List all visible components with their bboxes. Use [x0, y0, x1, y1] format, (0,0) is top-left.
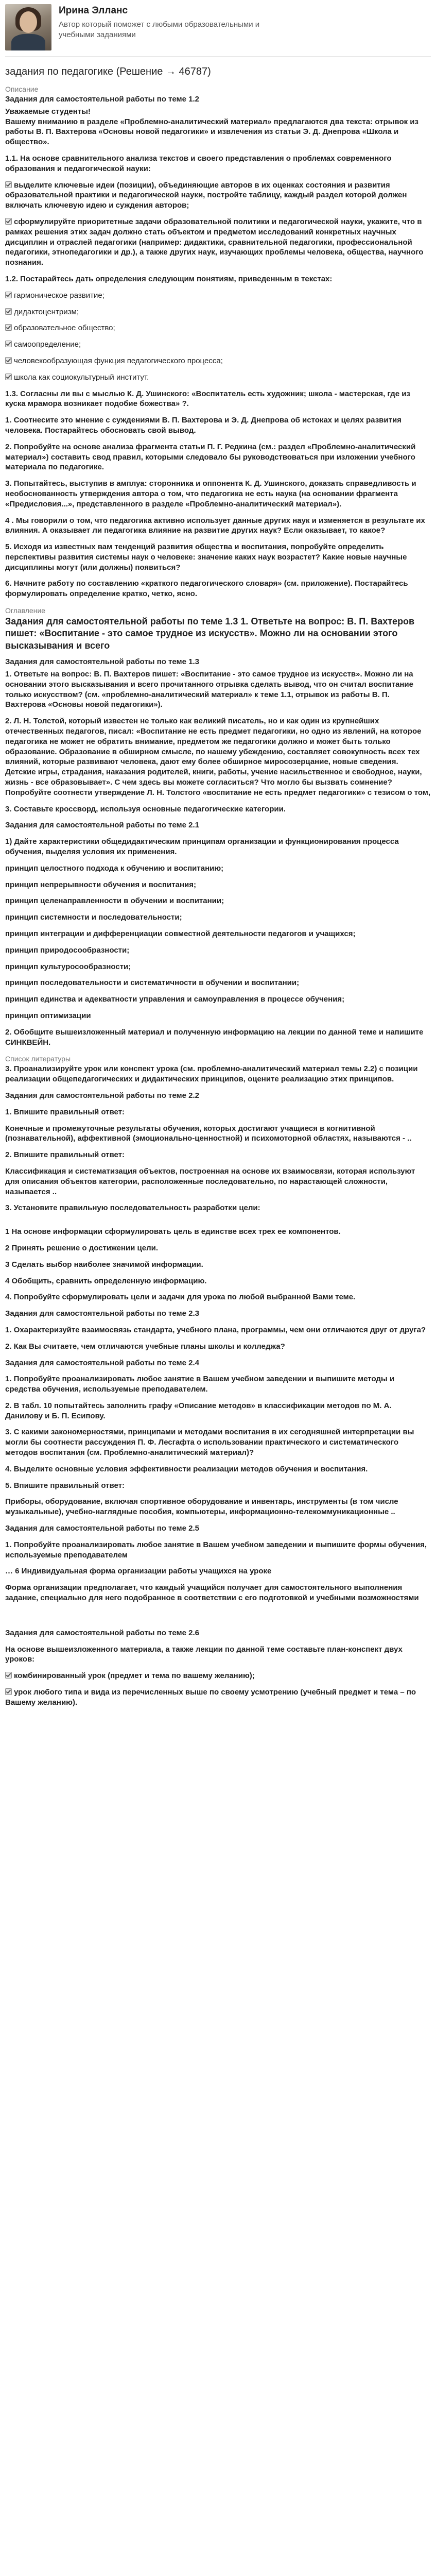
list-item-text: человекообразующая функция педагогического процесса; — [14, 356, 223, 365]
section-heading: Задания для самостоятельной работы по теме 1.3 1. Ответьте на вопрос: В. П. Вахтеров пишет: «Воспитание - это самое трудное из искусств». Можно ли на основании этого высказывания и всего — [5, 616, 415, 651]
list-item-text: школа как социокультурный институт. — [14, 372, 149, 382]
paragraph: 2 Принять решение о достижении цели. — [5, 1243, 159, 1252]
paragraph: 5. Впишите правильный ответ: — [5, 1481, 125, 1490]
list-item-text: дидактоцентризм; — [14, 307, 79, 316]
paragraph: Задания для самостоятельной работы по теме 2.4 — [5, 1358, 199, 1367]
paragraph: 1.1. На основе сравнительного анализа текстов и своего представления о проблемах современного образования и педагогической науки: — [5, 154, 392, 173]
paragraph: 3. С какими закономерностями, принципами и методами воспитания в их сегодняшней интерпретации вы могли бы соотнести рассуждения П. Ф. Лесгафта о использовании практического и систематического методов воспитания (см. Проблемно-аналитический материал)? — [5, 1428, 414, 1458]
paragraph: 1) Дайте характеристики общедидактическим принципам организации и функционирования процесса обучения, выделяя условия их применения. — [5, 837, 399, 856]
section-label-description: Описание — [5, 85, 39, 93]
paragraph: принцип целенаправленности в обучении и воспитании; — [5, 896, 224, 906]
paragraph: 2. В табл. 10 попытайтесь заполнить графу «Описание методов» в классификации методов по М. А. Данилову и Б. П. Есипову. — [5, 1401, 392, 1420]
checkbox-bullet-icon — [5, 341, 12, 347]
paragraph: 1 На основе информации сформулировать цель в единстве всех трех ее компонентов. — [5, 1227, 341, 1236]
section-label-references: Список литературы — [5, 1055, 71, 1063]
list-item — [5, 291, 431, 301]
checkbox-bullet-icon — [5, 1672, 12, 1679]
paragraph: Задания для самостоятельной работы по теме 2.2 — [5, 1091, 199, 1100]
list-item-text: урок любого типа и вида из перечисленных выше по своему усмотрению (учебный предмет и тема – по Вашему желанию). — [5, 1688, 416, 1707]
list-item — [5, 356, 431, 366]
list-item-text: сформулируйте приоритетные задачи образовательной политики и педагогической науки, укажите, что в рамках решения этих задач должно стать объектом и предметом исследований конкретных научных дисциплин и отраслей педагогики (например: дидактики, сравнительной педагогики, профессиональной педагогики, этнопедагогики и др.), а также других наук, изучающих проблемы человека, общества, научного познания. — [5, 217, 424, 267]
paragraph: 5. Исходя из известных вам тенденций развития общества и воспитания, попробуйте определить перспективы развития системы наук о человеке: значение каких наук возрастет? Какие новые научные дисциплины могут (или должны) появиться? — [5, 543, 407, 572]
paragraph: 1. Соотнесите это мнение с суждениями В. П. Вахтерова и Э. Д. Днепрова об истоках и целях развития человека. Постарайтесь обосновать свой вывод. — [5, 416, 402, 435]
paragraph: 2. Впишите правильный ответ: — [5, 1150, 125, 1160]
paragraph: принцип последовательности и систематичности в обучении и воспитании; — [5, 978, 300, 988]
spacer — [5, 1609, 431, 1628]
paragraph: Задания для самостоятельной работы по теме 1.3 — [5, 657, 199, 667]
paragraph: Форма организации предполагает, что каждый учащийся получает для самостоятельного выполнения задание, специально для него подобранное в соответствии с его подготовкой и учебными возможностями — [5, 1583, 419, 1603]
paragraph: 1. Попробуйте проанализировать любое занятие в Вашем учебном заведении и выпишите методы и средства обучения, используемые преподавателем. — [5, 1375, 395, 1394]
checkbox-bullet-icon — [5, 1688, 12, 1695]
description-section — [5, 94, 431, 599]
paragraph: Приборы, оборудование, включая спортивное оборудование и инвентарь, инструменты (в том числе музыкальные), учебно-наглядные пособия, компьютеры, информационно-телекоммуникационные .. — [5, 1497, 398, 1517]
paragraph: 1.3. Согласны ли вы с мыслью К. Д. Ушинского: «Воспитатель есть художник; школа - мастерская, где из куска мрамора возникает подобие божества» ?. — [5, 389, 410, 409]
paragraph: принцип единства и адекватности управления и самоуправления в процессе обучения; — [5, 995, 345, 1004]
paragraph: принцип природосообразности; — [5, 945, 130, 955]
checkbox-bullet-icon — [5, 292, 12, 298]
list-item-text: выделите ключевые идеи (позиции), объединяющие авторов в их оценках состояния и развития образовательной практики и педагогической науки, постройте таблицу, каждый раздел которой должен включать ключевую идею и суждения авторов; — [5, 180, 407, 210]
paragraph: 2. Обобщите вышеизложенный материал и полученную информацию на лекции по данной теме и напишите СИНКВЕЙН. — [5, 1027, 424, 1047]
checkbox-bullet-icon — [5, 218, 12, 225]
checkbox-bullet-icon — [5, 181, 12, 188]
paragraph: Задания для самостоятельной работы по теме 2.5 — [5, 1524, 199, 1533]
paragraph: 1. Охарактеризуйте взаимосвязь стандарта, учебного плана, программы, чем они отличаются друг от друга? — [5, 1325, 426, 1334]
paragraph: 1. Впишите правильный ответ: — [5, 1107, 125, 1116]
paragraph: 3. Установите правильную последовательность разработки цели: — [5, 1204, 260, 1213]
list-item — [5, 340, 431, 350]
checkbox-bullet-icon — [5, 357, 12, 364]
list-item-text: самоопределение; — [14, 340, 81, 349]
toc-section — [5, 616, 431, 1047]
paragraph: принцип культуросообразности; — [5, 962, 131, 971]
references-section — [5, 1064, 431, 1707]
paragraph: принцип оптимизации — [5, 1011, 91, 1020]
author-info — [59, 4, 280, 40]
paragraph: Конечные и промежуточные результаты обучения, которых достигают учащиеся в когнитивной (познавательной), аффективной (эмоционально-ценностной) и психомоторной областях, называются - .. — [5, 1124, 412, 1143]
checkbox-bullet-icon — [5, 374, 12, 380]
paragraph: 4 . Мы говорили о том, что педагогика активно использует данные других наук и изменяется в результате их влияния. А оказывает ли педагогика влияние на развитие других наук? Если оказывает, то какое? — [5, 516, 425, 535]
list-item — [5, 323, 431, 333]
paragraph: 6. Начните работу по составлению «краткого педагогического словаря» (см. приложение). Постарайтесь формулировать определение кратко, четко, ясно. — [5, 579, 408, 599]
paragraph: 4 Обобщить, сравнить определенную информацию. — [5, 1276, 207, 1285]
paragraph: … 6 Индивидуальная форма организации работы учащихся на уроке — [5, 1567, 272, 1576]
paragraph: 2. Как Вы считаете, чем отличаются учебные планы школы и колледжа? — [5, 1342, 285, 1351]
paragraph: Задания для самостоятельной работы по теме 2.3 — [5, 1309, 199, 1318]
paragraph: принцип непрерывности обучения и воспитания; — [5, 880, 196, 889]
paragraph: Задания для самостоятельной работы по теме 1.2 — [5, 95, 199, 104]
list-item-text: образовательное общество; — [14, 324, 115, 333]
list-item — [5, 180, 431, 211]
paragraph: принцип системности и последовательности; — [5, 913, 182, 922]
paragraph: 4. Попробуйте сформулировать цели и задачи для урока по любой выбранной Вами теме. — [5, 1293, 356, 1302]
list-item — [5, 307, 431, 317]
list-item-text: гармоническое развитие; — [14, 291, 104, 300]
checkbox-bullet-icon — [5, 308, 12, 315]
paragraph: 3. Составьте кроссворд, используя основные педагогические категории. — [5, 804, 286, 814]
paragraph: На основе вышеизложенного материала, а также лекции по данной теме составьте план-конспект двух уроков: — [5, 1645, 403, 1664]
paragraph: 3. Проанализируйте урок или конспект урока (см. проблемно-аналитический материал темы 2.2) с позиции реализации общепедагогических и дидактических принципов, оцените реализацию этих принципов. — [5, 1064, 418, 1084]
list-item-text: комбинированный урок (предмет и тема по вашему желанию); — [14, 1671, 255, 1681]
paragraph: Классификация и систематизация объектов, построенная на основе их взаимосвязи, которая используют для описания объектов категории, расположенные последовательно, по нарастающей сложности, называется .. — [5, 1166, 415, 1196]
checkbox-bullet-icon — [5, 324, 12, 331]
list-item — [5, 1671, 431, 1681]
author-name[interactable]: Ирина Элланс — [59, 5, 128, 16]
paragraph: принцип интеграции и дифференциации совместной деятельности педагогов и учащихся; — [5, 929, 356, 938]
list-item — [5, 1687, 431, 1708]
paragraph: Уважаемые студенты! Вашему вниманию в разделе «Проблемно-аналитический материал» предлагаются два текста: отрывок из работы В. П. Вахтерова «Основы новой педагогики» и извлечения из статьи Э. Д. Днепрова «Школа и общество». — [5, 107, 418, 147]
paragraph: Задания для самостоятельной работы по теме 2.1 — [5, 821, 199, 830]
paragraph: 1.2. Постарайтесь дать определения следующим понятиям, приведенным в текстах: — [5, 274, 333, 283]
author-header — [5, 0, 431, 57]
section-label-toc: Оглавление — [5, 606, 46, 615]
paragraph: принцип целостного подхода к обучению и воспитанию; — [5, 863, 224, 873]
paragraph: 1. Попробуйте проанализировать любое занятие в Вашем учебном заведении и выпишите формы обучения, используемые преподавателем — [5, 1540, 427, 1560]
author-description: Автор который поможет с любыми образовательными и учебными заданиями — [59, 20, 260, 39]
document-title: задания по педагогике (Решение → 46787) — [5, 66, 211, 77]
document-content — [5, 57, 431, 1708]
paragraph: 2. Попробуйте на основе анализа фрагмента статьи П. Г. Редкина (см.: раздел «Проблемно-аналитический материал») составить свод правил, которыми следовало бы руководствоваться при изложении учебного материала по педагогике. — [5, 442, 416, 472]
paragraph: 1. Ответьте на вопрос: В. П. Вахтеров пишет: «Воспитание - это самое трудное из искусств». Можно ли на основании этого высказывания и всего прочитанного отрывка сделать вывод, что он считал воспитание только искусством? (см. «проблемно-аналитический материал» к теме 1.1, отрывок из работы В. П. Вахтерова «Основы новой педагогики»). — [5, 670, 413, 709]
paragraph: 3. Попытайтесь, выступив в амплуа: сторонника и оппонента К. Д. Ушинского, доказать справедливость и необоснованность утверждения автора о том, что педагогика не есть наука (на основании фрагмента «Предисловия...», представленного в разделе «Проблемно-аналитический материал»). — [5, 479, 416, 509]
paragraph: 3 Сделать выбор наиболее значимой информации. — [5, 1260, 203, 1269]
paragraph: 4. Выделите основные условия эффективности реализации методов обучения и воспитания. — [5, 1464, 368, 1473]
spacer — [5, 1219, 431, 1227]
paragraph: Задания для самостоятельной работы по теме 2.6 — [5, 1628, 199, 1637]
author-avatar[interactable] — [5, 4, 51, 50]
list-item — [5, 217, 431, 268]
list-item — [5, 372, 431, 383]
paragraph: 2. Л. Н. Толстой, который известен не только как великий писатель, но и как один из крупнейших отечественных педагогов, писал: «Воспитание не есть предмет педагогики, но одно из явлений, на которое педагогика не может не обратить внимание, предметом же педагогики должно и может быть только образование. Образование в обширном смысле, по нашему убеждению, составляет совокупность всех тех влияний, которые развивают человека, дают ему более обширное миросозерцание, новые сведения. Детские игры, страдания, наказания родителей, книги, работы, учение насильственное и свободное, науки, жизнь - все образовывает». С чем здесь вы можете согласиться? Что могло бы вызвать сомнение? Попробуйте соотнести утверждение Л. Н. Толстого «воспитание не есть предмет педагогики» с тезисом о том, — [5, 717, 431, 797]
